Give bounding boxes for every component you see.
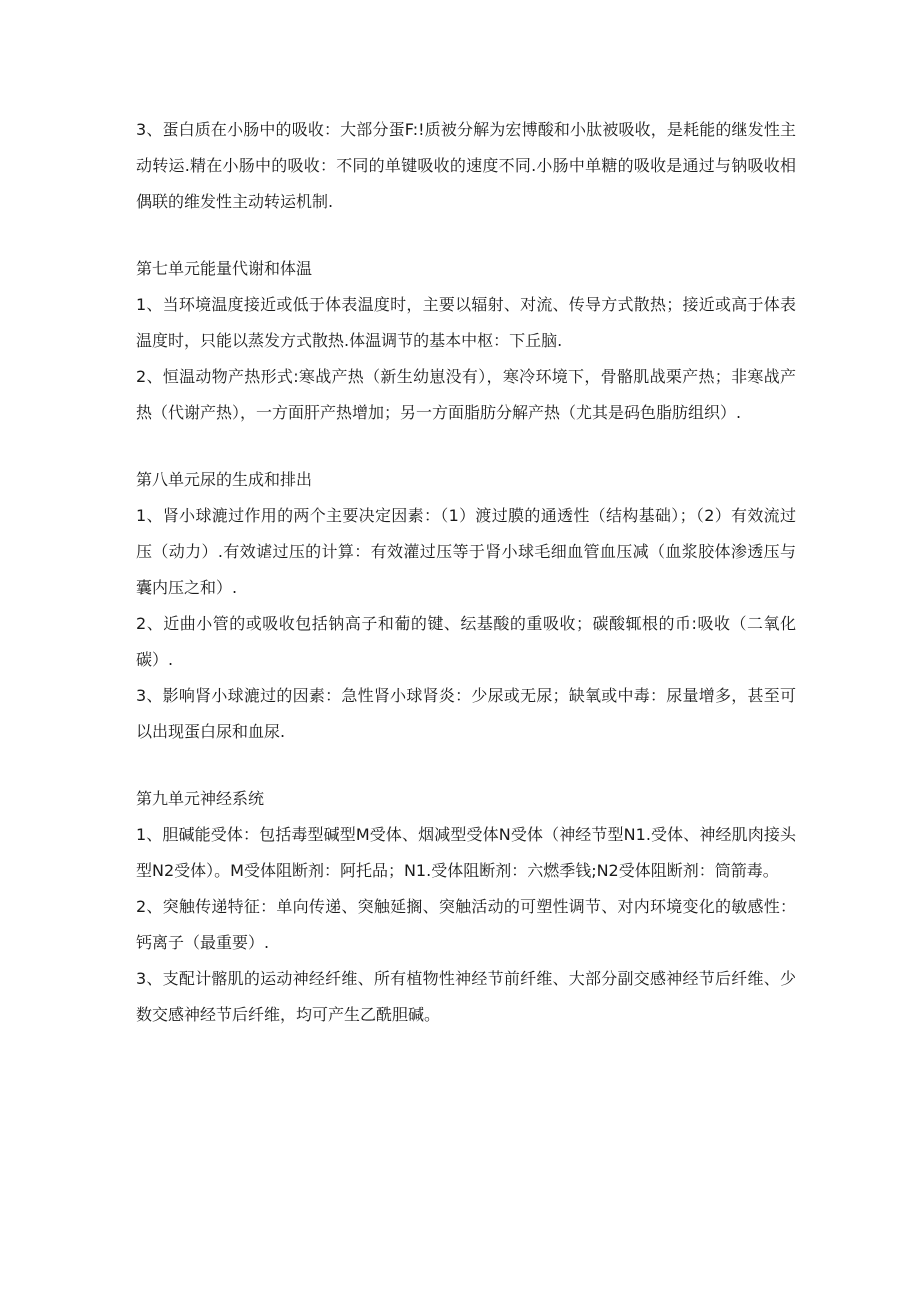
- paragraph-filtration-factors: 3、影响肾小球漉过的因素：急性肾小球肾炎：少尿或无尿；缺氧或中毒：尿量增多，甚至可以出现蛋白尿和血尿.: [136, 686, 796, 741]
- section-gap: [136, 431, 796, 462]
- paragraph-heat-production: 2、恒温动物产热形式:寒战产热（新生幼崽没有），寒冷环境下，骨骼肌战栗产热；非寒战产热（代谢产热），一方面肝产热增加；另一方面脂肪分解产热（尤其是码色脂肪组织）.: [136, 367, 796, 422]
- paragraph-protein-absorption: 3、蛋白质在小肠中的吸收：大部分蛋F:!质被分解为宏博酸和小肽被吸收，是耗能的继发性主动转运.精在小肠中的吸收：不同的单键吸收的速度不同.小肠中单糖的吸收是通过与钠吸收相偶联的维发性主动转运机制.: [136, 120, 796, 211]
- paragraph-cholinergic-receptors: 1、胆碱能受体：包括毒型碱型M受体、烟减型受体N受体（神经节型N1.受体、神经肌肉接头型N2受体）。M受体阻断剂：阿托品；N1.受体阻断剂：六燃季钱;N2受体阻断剂：筒箭毒。: [136, 825, 796, 880]
- paragraph-heat-dissipation: 1、当环境温度接近或低于体表温度时，主要以辐射、对流、传导方式散热；接近或高于体表温度时，只能以蒸发方式散热.体温调节的基本中枢：下丘脑.: [136, 295, 796, 350]
- paragraph-glomerular-filtration: 1、肾小球漉过作用的两个主要决定因素：（1）渡过膜的通透性（结构基础）；（2）有效流过压（动力）.有效谑过压的计算：有效灌过压等于肾小球毛细血管血压减（血浆胶体渗透压与囊内压之和）.: [136, 506, 796, 597]
- document-page: [136, 112, 796, 1033]
- paragraph-proximal-tubule: 2、近曲小管的或吸收包括钠高子和葡的键、纭基酸的重吸收；碳酸辄根的币:吸收（二氧化碳）.: [136, 614, 796, 669]
- paragraph-acetylcholine-fibers: 3、支配计髂肌的运动神经纤维、所有植物性神经节前纤维、大部分副交感神经节后纤维、少数交感神经节后纤维，均可产生乙酰胆碱。: [136, 969, 796, 1024]
- section-heading-unit-9: 第九单元神经系统: [136, 789, 265, 808]
- section-heading-unit-8: 第八单元尿的生成和排出: [136, 470, 313, 489]
- section-gap: [136, 220, 796, 251]
- section-gap: [136, 750, 796, 781]
- paragraph-synaptic-transmission: 2、突触传递特征：单向传递、突触延搁、突触活动的可塑性调节、对内环境变化的敏感性：钙离子（最重要）.: [136, 897, 796, 952]
- section-heading-unit-7: 第七单元能量代谢和体温: [136, 259, 313, 278]
